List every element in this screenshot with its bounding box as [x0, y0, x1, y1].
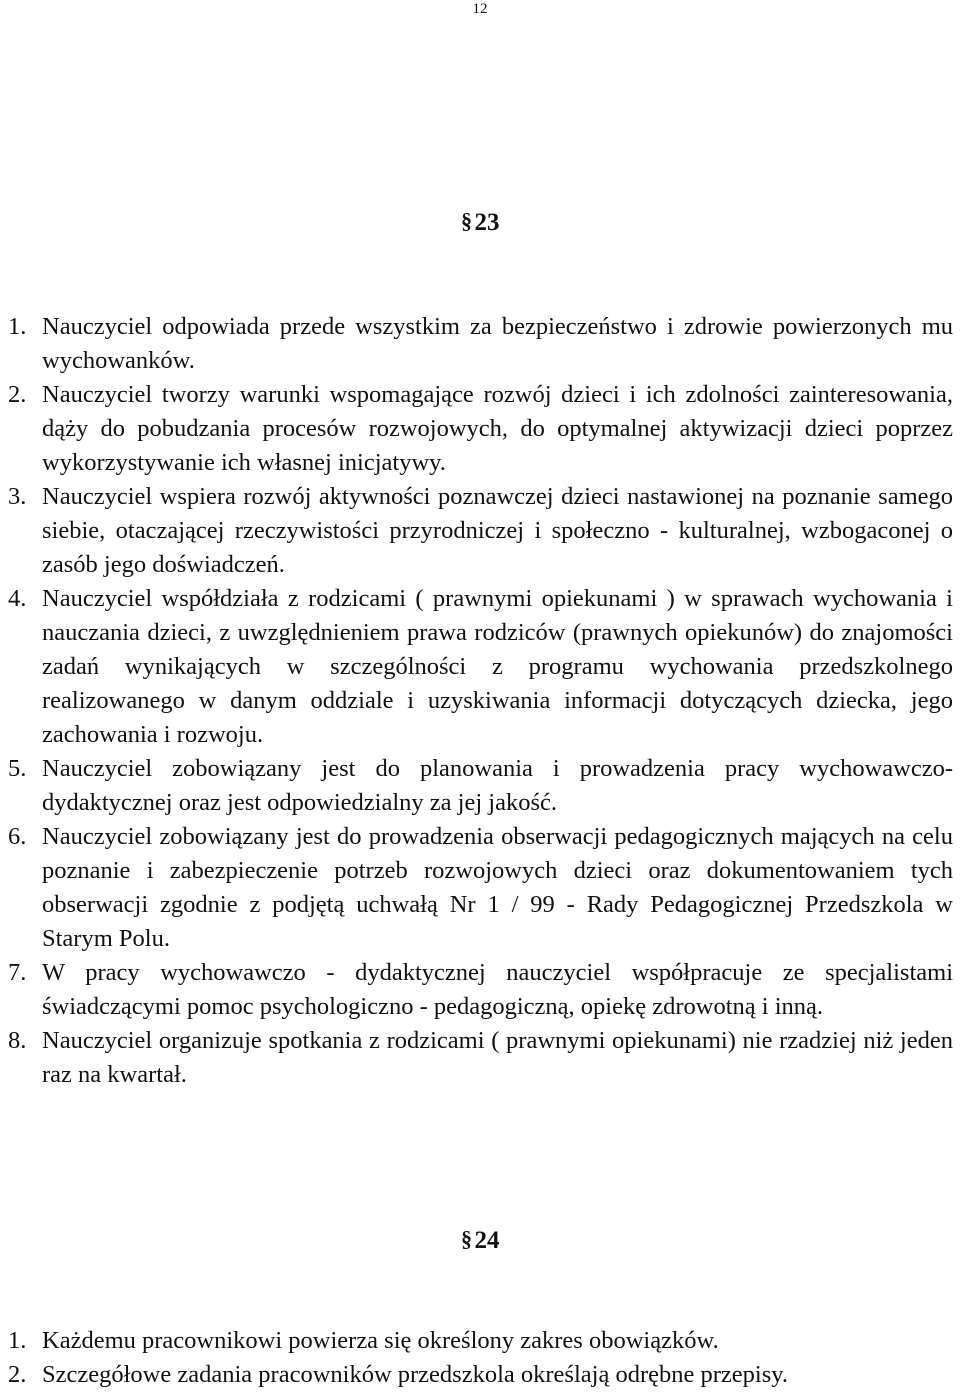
list-item [0, 1358, 960, 1392]
section-number: 23 [474, 209, 500, 236]
item-number: 8. [8, 1027, 27, 1054]
list-item [0, 310, 960, 378]
item-text: Nauczyciel organizuje spotkania z rodzicami ( prawnymi opiekunami) nie rzadziej niż jeden raz na kwartał. [42, 1027, 953, 1088]
section-heading-24 [0, 1226, 960, 1256]
item-text: Nauczyciel odpowiada przede wszystkim za bezpieczeństwo i zdrowie powierzonych mu wychowanków. [42, 313, 953, 374]
list-item [0, 1024, 960, 1092]
svg-text:§: § [460, 210, 472, 232]
section-23-list [0, 310, 960, 1092]
list-item [0, 752, 960, 820]
item-number: 5. [8, 755, 27, 782]
item-text: Nauczyciel tworzy warunki wspomagające rozwój dzieci i ich zdolności zainteresowania, dąży do pobudzania procesów rozwojowych, do optymalnej aktywizacji dzieci poprzez wykorzystywanie ich własnej inicjatywy. [42, 381, 953, 476]
item-number: 1. [8, 1327, 27, 1354]
item-text: Nauczyciel wspiera rozwój aktywności poznawczej dzieci nastawionej na poznanie samego siebie, otaczającej rzeczywistości przyrodniczej i społeczno - kulturalnej, wzbogaconej o zasób jego doświadczeń. [42, 483, 953, 578]
item-text: Nauczyciel współdziała z rodzicami ( prawnymi opiekunami ) w sprawach wychowania i nauczania dzieci, z uwzględnieniem prawa rodziców (prawnych opiekunów) do znajomości zadań wynikających w szczególności z programu wychowania przedszkolnego realizowanego w danym oddziale i uzyskiwania informacji dotyczących dziecka, jego zachowania i rozwoju. [42, 585, 953, 748]
list-item [0, 1324, 960, 1358]
list-item [0, 582, 960, 752]
paragraph-sign-icon [461, 210, 473, 232]
item-text: Nauczyciel zobowiązany jest do planowania i prowadzenia pracy wychowawczo- dydaktycznej oraz jest odpowiedzialny za jej jakość. [42, 755, 953, 816]
item-number: 6. [8, 823, 27, 850]
item-text: Nauczyciel zobowiązany jest do prowadzenia obserwacji pedagogicznych mających na celu poznanie i zabezpieczenie potrzeb rozwojowych dzieci oraz dokumentowaniem tych obserwacji zgodnie z podjętą uchwałą Nr 1 / 99 - Rady Pedagogicznej Przedszkola w Starym Polu. [42, 823, 953, 952]
item-number: 4. [8, 585, 27, 612]
section-heading-23 [0, 208, 960, 238]
paragraph-sign-icon [461, 1228, 473, 1250]
item-text: Szczegółowe zadania pracowników przedszkola określają odrębne przepisy. [42, 1361, 789, 1388]
section-number: 24 [474, 1227, 500, 1254]
list-item [0, 480, 960, 582]
page-number: 12 [472, 1, 488, 17]
item-number: 2. [8, 381, 27, 408]
item-number: 2. [8, 1361, 27, 1388]
item-number: 7. [8, 959, 27, 986]
list-item [0, 956, 960, 1024]
item-text: W pracy wychowawczo - dydaktycznej nauczyciel współpracuje ze specjalistami świadczącymi pomoc psychologiczno - pedagogiczną, opiekę zdrowotną i inną. [42, 959, 953, 1020]
svg-text:§: § [460, 1228, 472, 1250]
list-item [0, 820, 960, 956]
list-item [0, 378, 960, 480]
section-24-list [0, 1324, 960, 1392]
item-number: 3. [8, 483, 27, 510]
item-text: Każdemu pracownikowi powierza się określony zakres obowiązków. [42, 1327, 719, 1354]
item-number: 1. [8, 313, 27, 340]
